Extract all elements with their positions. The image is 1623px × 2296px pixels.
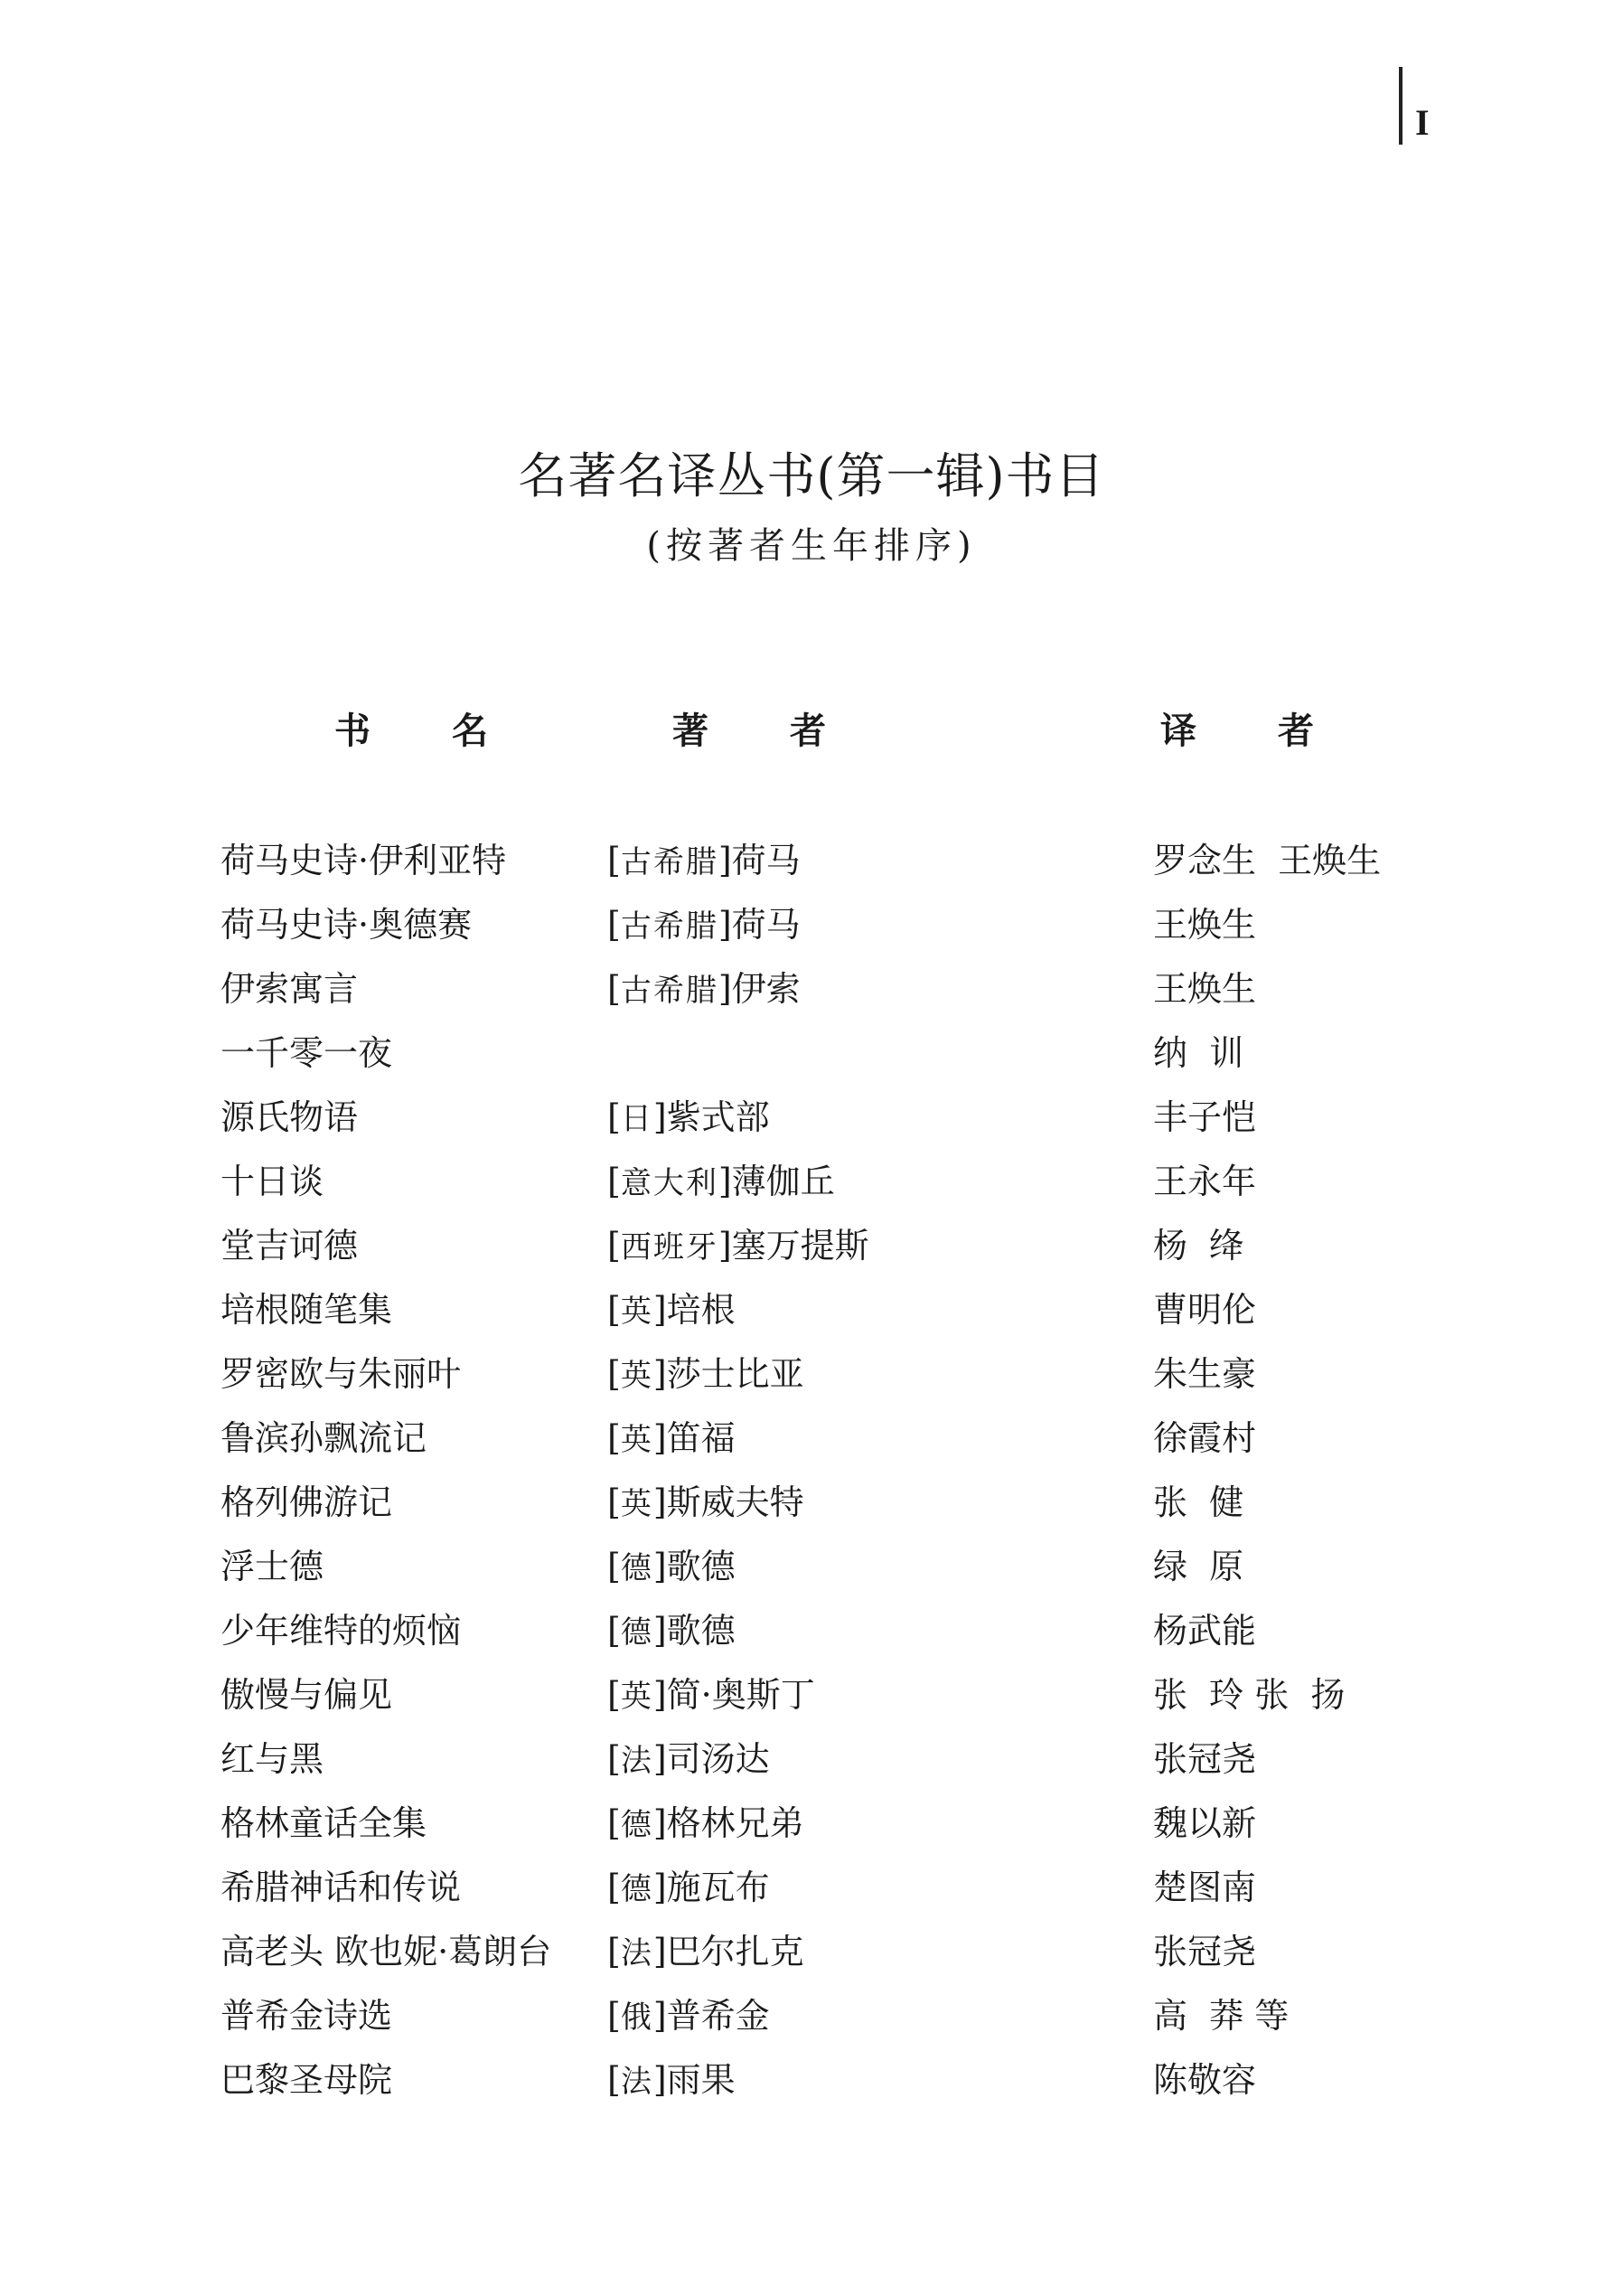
left-bracket: [: [607, 1675, 621, 1715]
book-title: 罗密欧与朱丽叶: [220, 1354, 462, 1394]
author-name: 荷马: [731, 905, 801, 945]
left-bracket: [: [607, 1996, 621, 2036]
author-name: 紫式部: [666, 1097, 770, 1137]
left-bracket: [: [607, 1482, 621, 1522]
author-nationality: 英: [620, 1486, 653, 1522]
book-author: [607, 2053, 736, 2109]
left-bracket: [: [607, 1418, 621, 1458]
book-translator: 张 健: [1153, 1482, 1244, 1522]
author-nationality: 德: [620, 1550, 653, 1586]
book-translator: 罗念生 王焕生: [1153, 841, 1382, 880]
book-title: 培根随笔集: [220, 1290, 393, 1330]
column-header-title: 书名: [334, 710, 569, 752]
book-title: 格列佛游记: [220, 1482, 393, 1522]
book-translator: 朱生豪: [1153, 1354, 1257, 1394]
right-bracket: ]: [652, 1354, 667, 1394]
left-bracket: [: [607, 1354, 621, 1394]
book-author: [607, 1219, 869, 1275]
author-name: 斯威夫特: [666, 1482, 804, 1522]
right-bracket: ]: [718, 1162, 732, 1201]
author-nationality: 法: [620, 1743, 653, 1779]
book-author: [607, 898, 801, 954]
book-author: [607, 1989, 770, 2045]
author-nationality: 英: [620, 1422, 653, 1458]
list-item: [0, 898, 1623, 962]
book-title: 巴黎圣母院: [220, 2060, 393, 2100]
author-name: 司汤达: [666, 1739, 770, 1779]
book-author: [607, 1539, 736, 1595]
list-item: [0, 1411, 1623, 1475]
column-header-translator: 译者: [1160, 710, 1395, 752]
author-name: 伊索: [731, 969, 801, 1009]
right-bracket: ]: [652, 1868, 667, 1907]
list-item: [0, 1732, 1623, 1796]
right-bracket: ]: [652, 2060, 667, 2100]
right-bracket: ]: [652, 1097, 667, 1137]
book-author: [607, 1860, 770, 1916]
author-nationality: 古希腊: [620, 908, 718, 945]
author-nationality: 英: [620, 1358, 653, 1394]
right-bracket: ]: [718, 969, 732, 1009]
list-item: [0, 1154, 1623, 1219]
left-bracket: [: [607, 1226, 621, 1266]
author-nationality: 古希腊: [620, 973, 718, 1009]
author-nationality: 法: [620, 1935, 653, 1971]
book-translator: 徐霞村: [1153, 1418, 1257, 1458]
author-name: 塞万提斯: [731, 1226, 869, 1266]
list-item: [0, 1090, 1623, 1154]
left-bracket: [: [607, 1739, 621, 1779]
list-item: [0, 1796, 1623, 1860]
right-bracket: ]: [652, 1482, 667, 1522]
author-nationality: 俄: [620, 2000, 653, 2036]
author-nationality: 德: [620, 1807, 653, 1843]
book-author: [607, 1732, 770, 1788]
book-title: 鲁滨孙飘流记: [220, 1418, 427, 1458]
author-name: 施瓦布: [666, 1868, 770, 1907]
book-translator: 高 莽 等: [1153, 1996, 1290, 2036]
list-item: [0, 2053, 1623, 2117]
book-author: [607, 1924, 804, 1981]
book-translator: 王焕生: [1153, 905, 1257, 945]
right-bracket: ]: [652, 1675, 667, 1715]
list-item: [0, 962, 1623, 1026]
author-name: 巴尔扎克: [666, 1932, 804, 1971]
right-bracket: ]: [718, 1226, 732, 1266]
list-item: [0, 1347, 1623, 1411]
book-catalog: [0, 833, 1623, 2117]
book-author: [607, 1283, 736, 1339]
right-bracket: ]: [652, 1418, 667, 1458]
left-bracket: [: [607, 2060, 621, 2100]
author-nationality: 英: [620, 1294, 653, 1330]
left-bracket: [: [607, 1803, 621, 1843]
book-translator: 魏以新: [1153, 1803, 1257, 1843]
left-bracket: [: [607, 1611, 621, 1651]
book-translator: 绿 原: [1153, 1547, 1244, 1586]
book-title: 高老头 欧也妮·葛朗台: [220, 1932, 552, 1971]
list-item: [0, 833, 1623, 898]
author-name: 歌德: [666, 1611, 736, 1651]
book-author: [607, 833, 801, 889]
author-nationality: 意大利: [620, 1165, 718, 1201]
book-author: [607, 1475, 804, 1531]
book-title: 荷马史诗·奥德赛: [220, 905, 473, 945]
right-bracket: ]: [652, 1739, 667, 1779]
right-bracket: ]: [718, 841, 732, 880]
book-author: [607, 1604, 736, 1660]
list-item: [0, 1989, 1623, 2053]
book-title: 少年维特的烦恼: [220, 1611, 462, 1651]
book-title: 普希金诗选: [220, 1996, 393, 2036]
book-translator: 王永年: [1153, 1162, 1257, 1201]
book-title: 红与黑: [220, 1739, 324, 1779]
book-title: 源氏物语: [220, 1097, 359, 1137]
right-bracket: ]: [652, 1803, 667, 1843]
right-bracket: ]: [652, 1290, 667, 1330]
right-bracket: ]: [652, 1547, 667, 1586]
book-title: 伊索寓言: [220, 969, 359, 1009]
list-item: [0, 1860, 1623, 1924]
page-marker-rule: [1399, 67, 1403, 145]
book-translator: 丰子恺: [1153, 1097, 1257, 1137]
book-author: [607, 1796, 804, 1852]
list-item: [0, 1604, 1623, 1668]
book-translator: 曹明伦: [1153, 1290, 1257, 1330]
book-translator: 杨武能: [1153, 1611, 1257, 1651]
book-author: [607, 1154, 835, 1210]
book-author: [607, 962, 801, 1018]
book-title: 一千零一夜: [220, 1033, 393, 1073]
author-name: 笛福: [666, 1418, 736, 1458]
author-name: 普希金: [666, 1996, 770, 2036]
left-bracket: [: [607, 1868, 621, 1907]
book-translator: 楚图南: [1153, 1868, 1257, 1907]
book-translator: 王焕生: [1153, 969, 1257, 1009]
book-author: [607, 1668, 815, 1724]
book-title: 浮士德: [220, 1547, 324, 1586]
author-nationality: 法: [620, 2064, 653, 2100]
book-translator: 杨 绛: [1153, 1226, 1244, 1266]
column-header-author: 著者: [672, 710, 907, 752]
right-bracket: ]: [652, 1996, 667, 2036]
left-bracket: [: [607, 1932, 621, 1971]
book-translator: 张冠尧: [1153, 1932, 1257, 1971]
book-title: 希腊神话和传说: [220, 1868, 462, 1907]
right-bracket: ]: [652, 1611, 667, 1651]
list-item: [0, 1924, 1623, 1989]
book-translator: 纳 训: [1153, 1033, 1244, 1073]
list-item: [0, 1283, 1623, 1347]
author-name: 培根: [666, 1290, 736, 1330]
left-bracket: [: [607, 1097, 621, 1137]
author-name: 雨果: [666, 2060, 736, 2100]
list-item: [0, 1219, 1623, 1283]
book-title: 荷马史诗·伊利亚特: [220, 841, 507, 880]
left-bracket: [: [607, 1162, 621, 1201]
page-subtitle: (按著者生年排序): [646, 525, 977, 567]
book-author: [607, 1347, 804, 1403]
list-item: [0, 1026, 1623, 1090]
author-nationality: 日: [620, 1101, 653, 1137]
author-name: 荷马: [731, 841, 801, 880]
author-name: 歌德: [666, 1547, 736, 1586]
book-translator: 张 玲 张 扬: [1153, 1675, 1346, 1715]
page-number: I: [1415, 102, 1430, 143]
author-name: 格林兄弟: [666, 1803, 804, 1843]
page-title: 名著名译丛书(第一辑)书目: [518, 447, 1105, 504]
left-bracket: [: [607, 1547, 621, 1586]
book-title: 格林童话全集: [220, 1803, 427, 1843]
author-nationality: 德: [620, 1871, 653, 1907]
author-nationality: 西班牙: [620, 1229, 718, 1266]
right-bracket: ]: [652, 1932, 667, 1971]
list-item: [0, 1539, 1623, 1604]
left-bracket: [: [607, 905, 621, 945]
right-bracket: ]: [718, 905, 732, 945]
left-bracket: [: [607, 841, 621, 880]
list-item: [0, 1668, 1623, 1732]
author-name: 简·奥斯丁: [666, 1675, 815, 1715]
book-author: [607, 1090, 770, 1146]
book-translator: 陈敬容: [1153, 2060, 1257, 2100]
book-title: 傲慢与偏见: [220, 1675, 393, 1715]
list-item: [0, 1475, 1623, 1539]
author-name: 薄伽丘: [731, 1162, 835, 1201]
author-nationality: 德: [620, 1614, 653, 1651]
author-nationality: 英: [620, 1679, 653, 1715]
book-title: 堂吉诃德: [220, 1226, 359, 1266]
book-author: [607, 1411, 736, 1467]
book-translator: 张冠尧: [1153, 1739, 1257, 1779]
author-name: 莎士比亚: [666, 1354, 804, 1394]
author-nationality: 古希腊: [620, 844, 718, 880]
left-bracket: [: [607, 1290, 621, 1330]
left-bracket: [: [607, 969, 621, 1009]
book-title: 十日谈: [220, 1162, 324, 1201]
